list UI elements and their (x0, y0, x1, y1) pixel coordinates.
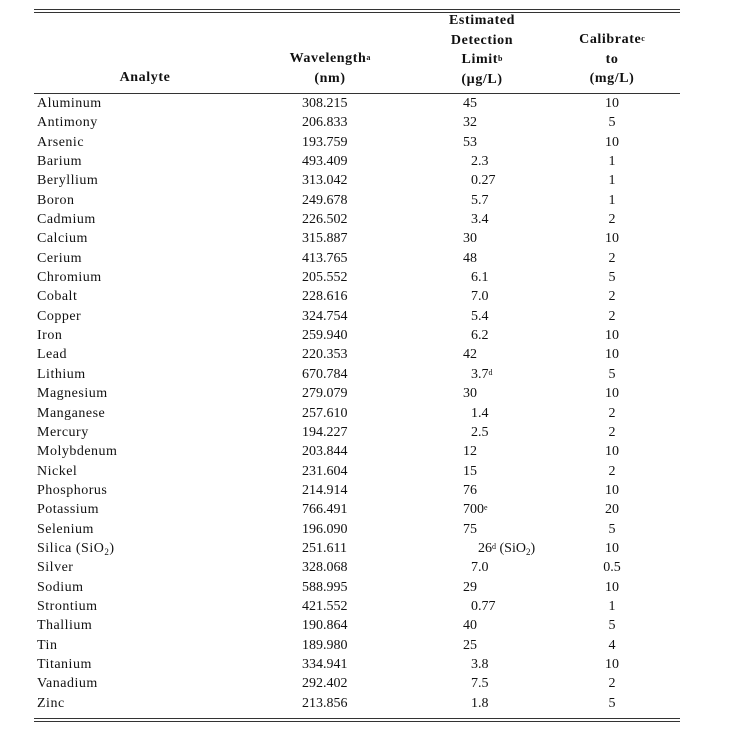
detection-limit-cell: 700e (463, 502, 488, 518)
calibrate-cell: 2 (608, 212, 616, 228)
analyte-cell: Boron (37, 192, 75, 208)
analyte-cell: Manganese (37, 405, 106, 421)
table-row (0, 94, 732, 113)
table-row (0, 268, 732, 287)
wavelength-cell: 421.552 (302, 598, 348, 614)
calibrate-cell: 2 (608, 289, 616, 305)
detection-limit-cell: 6.2 (471, 328, 489, 344)
wavelength-cell: 213.856 (302, 695, 348, 711)
table-body (0, 94, 732, 713)
wavelength-cell: 279.079 (302, 386, 348, 402)
wavelength-cell: 228.616 (302, 289, 348, 305)
table-row (0, 171, 732, 190)
detection-limit-cell: 76 (463, 482, 477, 498)
detection-limit-cell: 30 (463, 386, 477, 402)
calibrate-cell: 1 (608, 154, 616, 170)
analyte-cell: Silica (SiO$_2$) (37, 540, 115, 557)
wavelength-cell: 193.759 (302, 134, 348, 150)
detection-limit-cell: 3.4 (471, 212, 489, 228)
analyte-cell: Barium (37, 154, 82, 170)
wavelength-cell: 292.402 (302, 676, 348, 692)
calibrate-cell: 20 (605, 502, 619, 518)
header-calibrate: Calibrate$^c$ to (mg/L) (579, 32, 645, 86)
wavelength-cell: 328.068 (302, 560, 348, 576)
wavelength-cell: 231.604 (302, 463, 348, 479)
analyte-cell: Cerium (37, 250, 82, 266)
wavelength-cell: 189.980 (302, 637, 348, 653)
analyte-cell: Cadmium (37, 212, 96, 228)
wavelength-cell: 334.941 (302, 656, 348, 672)
table-row (0, 326, 732, 345)
detection-limit-cell: 42 (463, 347, 477, 363)
detection-limit-cell: 7.0 (471, 560, 489, 576)
calibrate-cell: 2 (608, 405, 616, 421)
analyte-cell: Mercury (37, 424, 89, 440)
detection-limit-cell: 15 (463, 463, 477, 479)
calibrate-cell: 2 (608, 463, 616, 479)
calibrate-cell: 5 (608, 270, 616, 286)
analyte-cell: Beryllium (37, 173, 99, 189)
analyte-cell: Copper (37, 308, 82, 324)
table-row (0, 481, 732, 500)
analyte-cell: Molybdenum (37, 444, 118, 460)
analyte-cell: Strontium (37, 598, 98, 614)
analyte-cell: Silver (37, 560, 74, 576)
detection-limit-cell: 0.77 (471, 598, 496, 614)
table-row (0, 113, 732, 132)
analyte-cell: Aluminum (37, 96, 102, 111)
table-row (0, 674, 732, 693)
calibrate-cell: 2 (608, 250, 616, 266)
calibrate-cell: 1 (608, 173, 616, 189)
wavelength-cell: 194.227 (302, 424, 348, 440)
detection-limit-cell: 3.7$^d$ (471, 366, 493, 382)
wavelength-cell: 203.844 (302, 444, 348, 460)
calibrate-cell: 2 (608, 676, 616, 692)
calibrate-cell: 10 (605, 96, 619, 111)
table-row (0, 423, 732, 442)
analyte-cell: Vanadium (37, 676, 98, 692)
detection-limit-cell: 48 (463, 250, 477, 266)
analyte-cell: Selenium (37, 521, 94, 537)
calibrate-cell: 10 (605, 231, 619, 247)
table-row (0, 539, 732, 558)
table-row (0, 404, 732, 423)
table-row (0, 558, 732, 577)
calibrate-cell: 0.5 (603, 560, 621, 576)
analyte-cell: Sodium (37, 579, 84, 595)
wavelength-cell: 251.611 (302, 540, 347, 556)
wavelength-cell: 205.552 (302, 270, 348, 286)
detection-limit-cell: 26$^d$ (SiO$_2$) (478, 540, 536, 557)
wavelength-cell: 308.215 (302, 96, 348, 111)
detection-limit-cell: 6.1 (471, 270, 489, 286)
table-row (0, 500, 732, 519)
calibrate-cell: 4 (608, 637, 616, 653)
detection-limit-cell: 12 (463, 444, 477, 460)
detection-limit-cell: 5.7 (471, 192, 489, 208)
calibrate-cell: 10 (605, 386, 619, 402)
calibrate-cell: 10 (605, 540, 619, 556)
analyte-cell: Phosphorus (37, 482, 108, 498)
calibrate-cell: 5 (608, 366, 616, 382)
analyte-cell: Cobalt (37, 289, 78, 305)
calibrate-cell: 10 (605, 134, 619, 150)
detection-limit-cell: 40 (463, 618, 477, 634)
wavelength-cell: 190.864 (302, 618, 348, 634)
table-row (0, 365, 732, 384)
analyte-cell: Zinc (37, 695, 65, 711)
detection-limit-cell: 53 (463, 134, 477, 150)
table-row (0, 307, 732, 326)
detection-limit-cell: 29 (463, 579, 477, 595)
detection-limit-cell: 2.3 (471, 154, 489, 170)
calibrate-cell: 5 (608, 618, 616, 634)
table-row (0, 694, 732, 713)
analyte-cell: Calcium (37, 231, 88, 247)
wavelength-cell: 226.502 (302, 212, 348, 228)
table-row (0, 616, 732, 635)
detection-limit-cell: 2.5 (471, 424, 489, 440)
wavelength-cell: 315.887 (302, 231, 348, 247)
wavelength-cell: 324.754 (302, 308, 348, 324)
analyte-cell: Tin (37, 637, 58, 653)
wavelength-cell: 588.995 (302, 579, 348, 595)
detection-limit-cell: 0.27 (471, 173, 496, 189)
calibrate-cell: 10 (605, 328, 619, 344)
wavelength-cell: 214.914 (302, 482, 348, 498)
wavelength-cell: 206.833 (302, 115, 348, 131)
calibrate-cell: 5 (608, 115, 616, 131)
detection-limit-cell: 75 (463, 521, 477, 537)
header-detection-limit: Estimated Detection Limit$^b$ (µg/L) (448, 13, 516, 87)
table-row (0, 229, 732, 248)
detection-limit-cell: 7.5 (471, 676, 489, 692)
table-row (0, 287, 732, 306)
analyte-cell: Arsenic (37, 134, 85, 150)
detection-limit-cell: 3.8 (471, 656, 489, 672)
calibrate-cell: 10 (605, 656, 619, 672)
analyte-cell: Thallium (37, 618, 93, 634)
table-row (0, 520, 732, 539)
wavelength-cell: 313.042 (302, 173, 348, 189)
analyte-cell: Magnesium (37, 386, 108, 402)
analyte-cell: Lithium (37, 366, 86, 382)
analyte-cell: Potassium (37, 502, 100, 518)
calibrate-cell: 5 (608, 695, 616, 711)
analyte-cell: Lead (37, 347, 67, 363)
detection-limit-cell: 1.8 (471, 695, 489, 711)
calibrate-cell: 2 (608, 308, 616, 324)
wavelength-cell: 493.409 (302, 154, 348, 170)
analyte-cell: Nickel (37, 463, 78, 479)
table-row (0, 384, 732, 403)
calibrate-cell: 2 (608, 424, 616, 440)
wavelength-cell: 766.491 (302, 502, 348, 518)
header-wavelength: Wavelength$^a$ (nm) (289, 51, 371, 86)
calibrate-cell: 1 (608, 192, 616, 208)
table-row (0, 133, 732, 152)
table-row (0, 210, 732, 229)
table-row (0, 655, 732, 674)
analyte-cell: Antimony (37, 115, 98, 131)
table-row (0, 578, 732, 597)
table-row (0, 249, 732, 268)
calibrate-cell: 10 (605, 347, 619, 363)
analyte-cell: Titanium (37, 656, 92, 672)
detection-limit-cell: 45 (463, 96, 477, 111)
calibrate-cell: 1 (608, 598, 616, 614)
wavelength-cell: 249.678 (302, 192, 348, 208)
header-analyte: Analyte (119, 70, 171, 85)
table-row (0, 191, 732, 210)
detection-limit-cell: 32 (463, 115, 477, 131)
wavelength-cell: 259.940 (302, 328, 348, 344)
wavelength-cell: 670.784 (302, 366, 348, 382)
calibrate-cell: 10 (605, 482, 619, 498)
wavelength-cell: 220.353 (302, 347, 348, 363)
analyte-cell: Chromium (37, 270, 102, 286)
table-row (0, 152, 732, 171)
analyte-cell: Iron (37, 328, 63, 344)
calibrate-cell: 5 (608, 521, 616, 537)
detection-limit-cell: 5.4 (471, 308, 489, 324)
table-row (0, 462, 732, 481)
calibrate-cell: 10 (605, 444, 619, 460)
wavelength-cell: 413.765 (302, 250, 348, 266)
table-row (0, 345, 732, 364)
wavelength-cell: 257.610 (302, 405, 348, 421)
wavelength-cell: 196.090 (302, 521, 348, 537)
table-row (0, 636, 732, 655)
detection-limit-cell: 25 (463, 637, 477, 653)
table-row (0, 442, 732, 461)
table-row (0, 597, 732, 616)
calibrate-cell: 10 (605, 579, 619, 595)
detection-limit-cell: 30 (463, 231, 477, 247)
detection-limit-cell: 7.0 (471, 289, 489, 305)
detection-limit-cell: 1.4 (471, 405, 489, 421)
